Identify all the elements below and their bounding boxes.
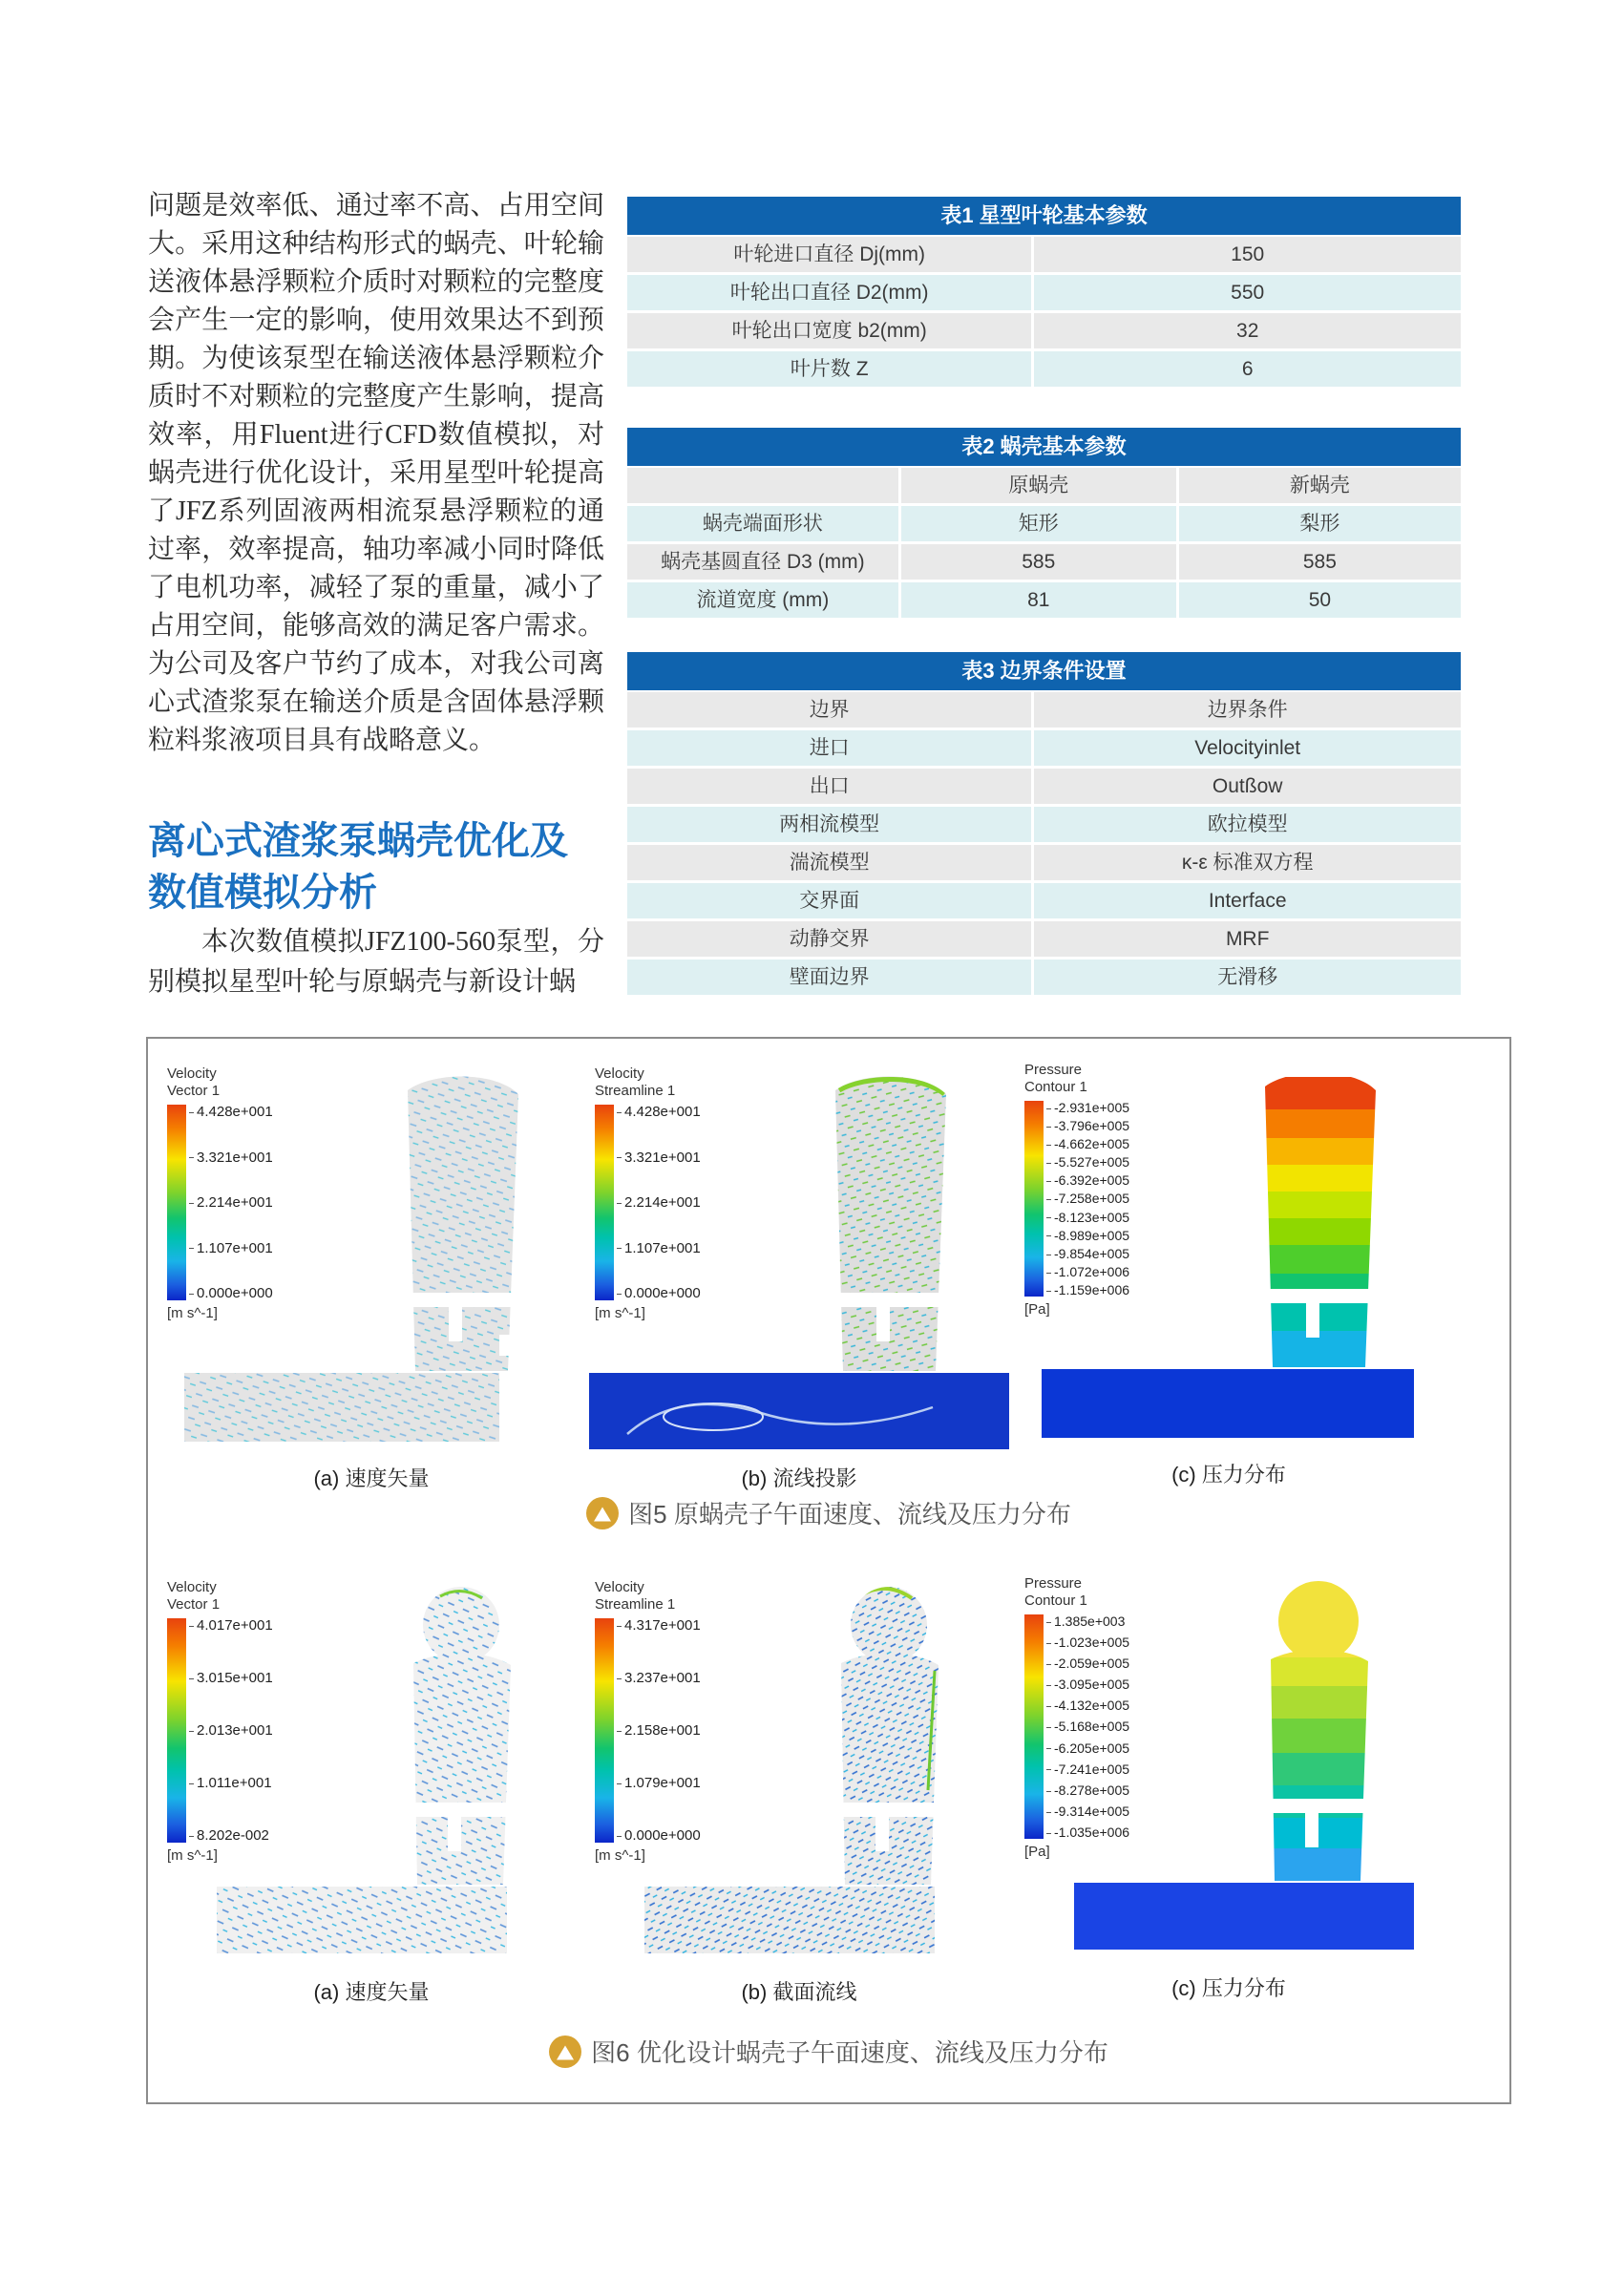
legend-tick-label: 0.000e+000	[617, 1286, 786, 1300]
legend-tick-label: 3.237e+001	[617, 1671, 786, 1685]
table-cell: 矩形	[901, 506, 1176, 541]
table-cell: κ-ε 标准双方程	[1034, 845, 1461, 880]
legend-tick-label: 1.079e+001	[617, 1776, 786, 1790]
legend-unit: [m s^-1]	[595, 1305, 645, 1321]
legend-tick-label: -5.527e+005	[1046, 1155, 1215, 1169]
legend-ticks	[189, 1105, 358, 1300]
legend-velocity-vector	[167, 1065, 358, 1321]
legend-velocity-streamline	[595, 1065, 786, 1321]
table-row	[627, 692, 1461, 728]
legend-tick-label: -4.662e+005	[1046, 1137, 1215, 1150]
legend-title: Velocity Vector 1	[167, 1579, 221, 1613]
section-paragraph: 本次数值模拟JFZ100-560泵型，分别模拟星型叶轮与原蜗壳与新设计蜗	[148, 927, 604, 997]
figure-marker-icon	[549, 2035, 581, 2068]
legend-tick-label: -8.123e+005	[1046, 1211, 1215, 1224]
legend-tick-label: 4.428e+001	[617, 1105, 786, 1119]
subfigure-caption: (a) 速度矢量	[313, 1466, 430, 1490]
legend-tick-label: -9.854e+005	[1046, 1247, 1215, 1260]
table-cell: 81	[901, 582, 1176, 618]
fig6-panel-velocity-vector	[161, 1566, 581, 2006]
legend-tick-label: -8.278e+005	[1046, 1783, 1215, 1797]
legend-tick-label: 1.107e+001	[617, 1241, 786, 1255]
subfigure-caption: (c) 压力分布	[1171, 1463, 1286, 1487]
subfigure-caption: (a) 速度矢量	[313, 1980, 430, 2004]
legend-tick-label: -7.241e+005	[1046, 1762, 1215, 1776]
table-cell: MRF	[1034, 921, 1461, 957]
table-volute-params	[627, 428, 1461, 621]
table-cell: 585	[901, 544, 1176, 580]
legend-tick-label: -3.095e+005	[1046, 1677, 1215, 1691]
legend-tick-label: -8.989e+005	[1046, 1229, 1215, 1242]
legend-tick-label: -4.132e+005	[1046, 1698, 1215, 1712]
table-cell: 550	[1034, 275, 1461, 310]
table-boundary-conditions	[627, 652, 1461, 998]
legend-unit: [Pa]	[1024, 1844, 1050, 1860]
legend-tick-label: 4.428e+001	[189, 1105, 358, 1119]
legend-tick-label: 4.317e+001	[617, 1618, 786, 1633]
subfigure-caption: (c) 压力分布	[1171, 1976, 1286, 2000]
legend-tick-label: 2.214e+001	[189, 1195, 358, 1210]
legend-tick-label: -9.314e+005	[1046, 1804, 1215, 1818]
legend-unit: [m s^-1]	[167, 1305, 218, 1321]
intro-paragraph: 问题是效率低、通过率不高、占用空间大。采用这种结构形式的蜗壳、叶轮输送液体悬浮颗粒介质时对颗粒的完整度会产生一定的影响，使用效果达不到预期。为使该泵型在输送液体悬浮颗粒介质时不对颗粒的完整度产生影响，提高效率，用Fluent进行CFD数值模拟，对蜗壳进行优化设计，采用星型叶轮提高了JFZ系列固液两相流泵悬浮颗粒的通过率，效率提高，轴功率减小同时降低了电机功率，减轻了泵的重量，减小了占用空间，能够高效的满足客户需求。为公司及客户节约了成本，对我公司离心式渣浆泵在输送介质是含固体悬浮颗粒料浆液项目具有战略意义。	[148, 191, 604, 755]
legend-tick-label: -2.931e+005	[1046, 1101, 1215, 1114]
colorbar	[1024, 1101, 1044, 1297]
table-cell: 6	[1034, 351, 1461, 387]
table-row	[627, 921, 1461, 957]
table-row	[627, 582, 1461, 618]
colorbar	[167, 1618, 186, 1843]
legend-tick-label: -5.168e+005	[1046, 1719, 1215, 1733]
table-cell: 585	[1179, 544, 1461, 580]
table-row	[627, 730, 1461, 766]
legend-tick-label: 4.017e+001	[189, 1618, 358, 1633]
legend-tick-label: 2.013e+001	[189, 1723, 358, 1738]
colorbar	[595, 1618, 614, 1843]
legend-title: Velocity Streamline 1	[595, 1579, 676, 1613]
table-cell: 动静交界	[627, 921, 1031, 957]
table-cell: 蜗壳端面形状	[627, 506, 898, 541]
legend-tick-label: 0.000e+000	[189, 1286, 358, 1300]
legend-tick-label: 0.000e+000	[617, 1828, 786, 1843]
legend-tick-label: 1.011e+001	[189, 1776, 358, 1790]
legend-unit: [m s^-1]	[595, 1847, 645, 1864]
table-cell: 边界	[627, 692, 1031, 728]
table2-title: 表2 蜗壳基本参数	[627, 428, 1461, 466]
figure5-caption-text: 图5 原蜗壳子午面速度、流线及压力分布	[628, 1500, 1071, 1529]
legend-tick-label: -7.258e+005	[1046, 1192, 1215, 1205]
figure-marker-icon	[586, 1497, 619, 1529]
table-row	[627, 883, 1461, 918]
legend-title: Velocity Vector 1	[167, 1065, 221, 1099]
legend-velocity-vector	[167, 1579, 358, 1864]
legend-title: Pressure Contour 1	[1024, 1062, 1087, 1095]
table-cell: 32	[1034, 313, 1461, 348]
fig6-panel-section-streamline	[589, 1566, 1009, 2006]
table-cell: 蜗壳基圆直径 D3 (mm)	[627, 544, 898, 580]
table-impeller-params	[627, 197, 1461, 390]
figure-box	[146, 1037, 1511, 2104]
legend-title: Velocity Streamline 1	[595, 1065, 676, 1099]
table-row	[627, 960, 1461, 995]
table-row	[627, 544, 1461, 580]
table-cell: 交界面	[627, 883, 1031, 918]
section-heading: 离心式渣浆泵蜗壳优化及数值模拟分析	[148, 820, 568, 914]
table-cell: 150	[1034, 237, 1461, 272]
legend-tick-label: 2.214e+001	[617, 1195, 786, 1210]
table-cell: 进口	[627, 730, 1031, 766]
table-cell: 新蜗壳	[1179, 468, 1461, 503]
colorbar	[595, 1105, 614, 1300]
table-cell	[627, 468, 898, 503]
table-cell: 叶轮进口直径 Dj(mm)	[627, 237, 1031, 272]
table-cell: Interface	[1034, 883, 1461, 918]
table-row	[627, 807, 1461, 842]
legend-pressure-contour	[1024, 1062, 1215, 1318]
legend-title: Pressure Contour 1	[1024, 1575, 1087, 1609]
table-cell: 50	[1179, 582, 1461, 618]
legend-tick-label: -2.059e+005	[1046, 1656, 1215, 1670]
legend-velocity-streamline	[595, 1579, 786, 1864]
legend-ticks	[617, 1105, 786, 1300]
table-cell: 湍流模型	[627, 845, 1031, 880]
table-cell: 无滑移	[1034, 960, 1461, 995]
table-row	[627, 351, 1461, 387]
legend-unit: [Pa]	[1024, 1301, 1050, 1318]
legend-tick-label: 3.321e+001	[189, 1150, 358, 1165]
legend-ticks	[189, 1618, 358, 1843]
table-row	[627, 845, 1461, 880]
legend-tick-label: -1.072e+006	[1046, 1265, 1215, 1278]
legend-tick-label: -1.159e+006	[1046, 1283, 1215, 1297]
table-row	[627, 468, 1461, 503]
table-cell: 欧拉模型	[1034, 807, 1461, 842]
table-row	[627, 275, 1461, 310]
table-cell: 叶轮出口宽度 b2(mm)	[627, 313, 1031, 348]
fig5-panel-velocity-vector	[161, 1052, 581, 1492]
table-row	[627, 237, 1461, 272]
table-cell: 边界条件	[1034, 692, 1461, 728]
table-cell: 叶片数 Z	[627, 351, 1031, 387]
table1-title: 表1 星型叶轮基本参数	[627, 197, 1461, 235]
subfigure-caption: (b) 截面流线	[741, 1980, 857, 2004]
table-cell: 壁面边界	[627, 960, 1031, 995]
subfigure-caption: (b) 流线投影	[741, 1466, 857, 1490]
table-row	[627, 313, 1461, 348]
legend-tick-label: -1.023e+005	[1046, 1635, 1215, 1649]
table-cell: 两相流模型	[627, 807, 1031, 842]
legend-ticks	[1046, 1614, 1215, 1839]
legend-tick-label: -6.205e+005	[1046, 1741, 1215, 1755]
colorbar	[167, 1105, 186, 1300]
legend-tick-label: -3.796e+005	[1046, 1119, 1215, 1132]
legend-unit: [m s^-1]	[167, 1847, 218, 1864]
table-cell: Outßow	[1034, 769, 1461, 804]
legend-tick-label: 1.385e+003	[1046, 1614, 1215, 1628]
table-cell: 流道宽度 (mm)	[627, 582, 898, 618]
table-cell: Velocityinlet	[1034, 730, 1461, 766]
table-cell: 梨形	[1179, 506, 1461, 541]
legend-tick-label: 1.107e+001	[189, 1241, 358, 1255]
table-row	[627, 769, 1461, 804]
figure5-caption	[148, 1495, 1509, 1530]
table-row	[627, 506, 1461, 541]
legend-tick-label: 3.321e+001	[617, 1150, 786, 1165]
fig5-panel-streamline	[589, 1052, 1009, 1492]
table3-title: 表3 边界条件设置	[627, 652, 1461, 690]
legend-pressure-contour	[1024, 1575, 1215, 1860]
colorbar	[1024, 1614, 1044, 1839]
legend-ticks	[1046, 1101, 1215, 1297]
legend-ticks	[617, 1618, 786, 1843]
fig5-panel-pressure	[1019, 1048, 1439, 1488]
legend-tick-label: 8.202e-002	[189, 1828, 358, 1843]
legend-tick-label: -6.392e+005	[1046, 1173, 1215, 1187]
table-cell: 原蜗壳	[901, 468, 1176, 503]
figure6-caption	[148, 2034, 1509, 2069]
table-cell: 叶轮出口直径 D2(mm)	[627, 275, 1031, 310]
legend-tick-label: 3.015e+001	[189, 1671, 358, 1685]
legend-tick-label: -1.035e+006	[1046, 1825, 1215, 1839]
figure6-caption-text: 图6 优化设计蜗壳子午面速度、流线及压力分布	[591, 2038, 1108, 2067]
table-cell: 出口	[627, 769, 1031, 804]
legend-tick-label: 2.158e+001	[617, 1723, 786, 1738]
fig6-panel-pressure	[1019, 1562, 1439, 2002]
